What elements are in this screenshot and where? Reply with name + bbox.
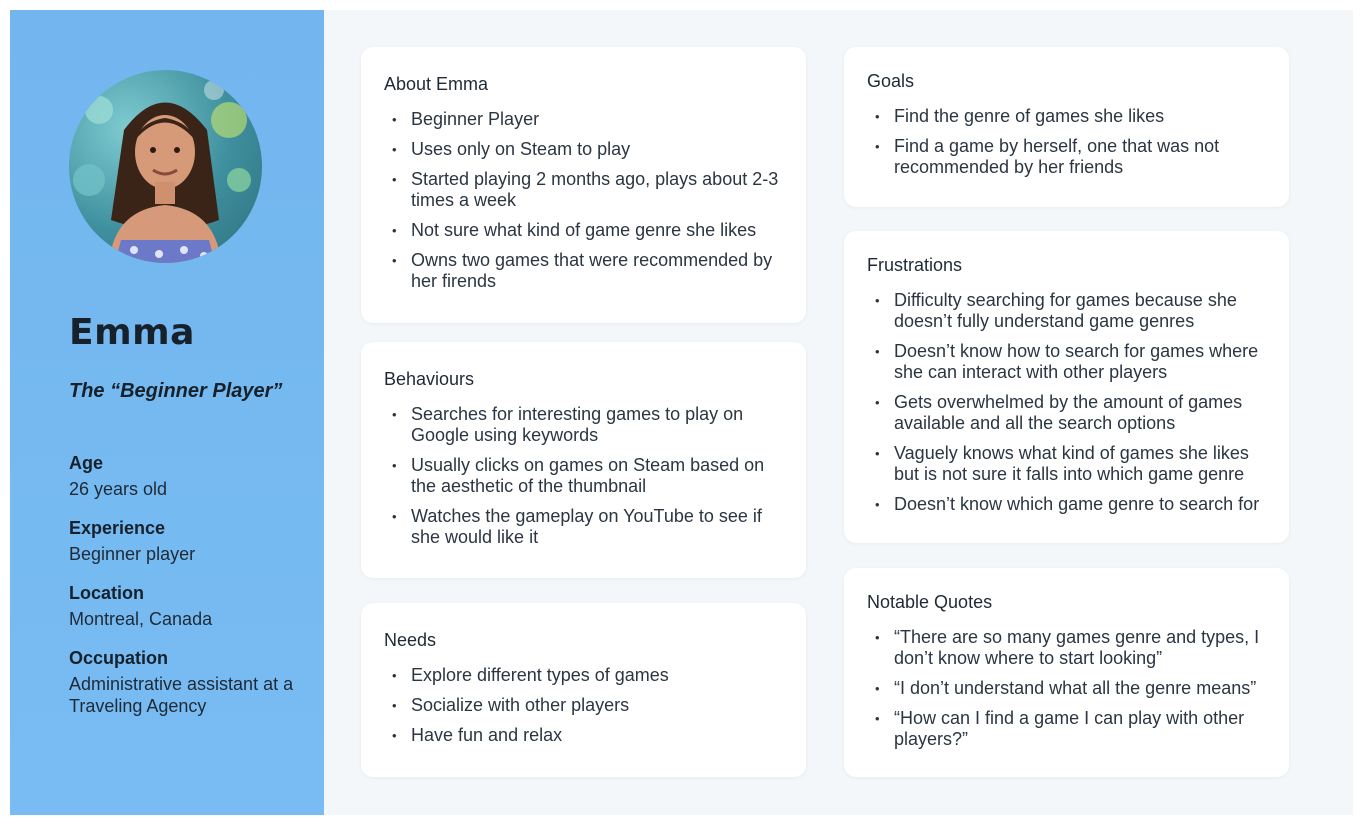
list-item: • Vaguely knows what kind of games she likes but is not sure it falls into which game genre [867, 443, 1267, 485]
card-title: Behaviours [384, 369, 475, 389]
behaviours-card [361, 342, 806, 578]
quotes-card [844, 568, 1289, 777]
card-title: About Emma [384, 74, 489, 94]
card-title: Notable Quotes [867, 592, 993, 612]
about-card [361, 47, 806, 323]
list-item: • Socialize with other players [384, 695, 784, 716]
frustrations-card [844, 231, 1289, 543]
list-item: • “There are so many games genre and types, I don’t know where to start looking” [867, 627, 1267, 669]
fact-label: Occupation [69, 648, 169, 668]
fact-label: Age [69, 453, 104, 473]
fact-occupation [69, 647, 309, 717]
persona-board [10, 10, 1353, 815]
needs-list [384, 665, 784, 755]
list-item: • Beginner Player [384, 109, 784, 130]
behaviours-list [384, 404, 784, 557]
persona-tagline: The “Beginner Player” [69, 380, 283, 402]
needs-card [361, 603, 806, 777]
list-item: • Have fun and relax [384, 725, 784, 746]
persona-name: Emma [69, 312, 195, 353]
fact-location [69, 582, 309, 630]
avatar [69, 70, 262, 263]
list-item: • Uses only on Steam to play [384, 139, 784, 160]
about-list [384, 109, 784, 301]
fact-value: Administrative assistant at a Traveling Agency [69, 674, 294, 716]
frustrations-list [867, 290, 1267, 524]
goals-list [867, 106, 1267, 187]
list-item: • Explore different types of games [384, 665, 784, 686]
list-item: • Gets overwhelmed by the amount of games available and all the search options [867, 392, 1267, 434]
fact-value: Montreal, Canada [69, 609, 213, 629]
fact-value: Beginner player [69, 544, 196, 564]
list-item: • Difficulty searching for games because she doesn’t fully understand game genres [867, 290, 1267, 332]
card-title: Goals [867, 71, 915, 91]
list-item: • Find a game by herself, one that was not recommended by her friends [867, 136, 1267, 178]
list-item: • Not sure what kind of game genre she likes [384, 220, 784, 241]
fact-experience [69, 517, 309, 565]
list-item: • Searches for interesting games to play on Google using keywords [384, 404, 784, 446]
list-item: • Find the genre of games she likes [867, 106, 1267, 127]
list-item: • Watches the gameplay on YouTube to see if she would like it [384, 506, 784, 548]
list-item: • Started playing 2 months ago, plays about 2-3 times a week [384, 169, 784, 211]
fact-label: Experience [69, 518, 166, 538]
persona-facts [69, 452, 309, 734]
persona-sidebar [10, 10, 324, 815]
list-item: • Usually clicks on games on Steam based on the aesthetic of the thumbnail [384, 455, 784, 497]
quotes-list [867, 627, 1267, 759]
avatar-portrait [69, 70, 262, 263]
card-title: Frustrations [867, 255, 963, 275]
list-item: • “How can I find a game I can play with other players?” [867, 708, 1267, 750]
list-item: • Doesn’t know how to search for games where she can interact with other players [867, 341, 1267, 383]
fact-value: 26 years old [69, 479, 168, 499]
goals-card [844, 47, 1289, 207]
card-title: Needs [384, 630, 437, 650]
fact-age [69, 452, 309, 500]
fact-label: Location [69, 583, 144, 603]
list-item: • Owns two games that were recommended by her firends [384, 250, 784, 292]
list-item: • “I don’t understand what all the genre means” [867, 678, 1267, 699]
list-item: • Doesn’t know which game genre to search for [867, 494, 1267, 515]
